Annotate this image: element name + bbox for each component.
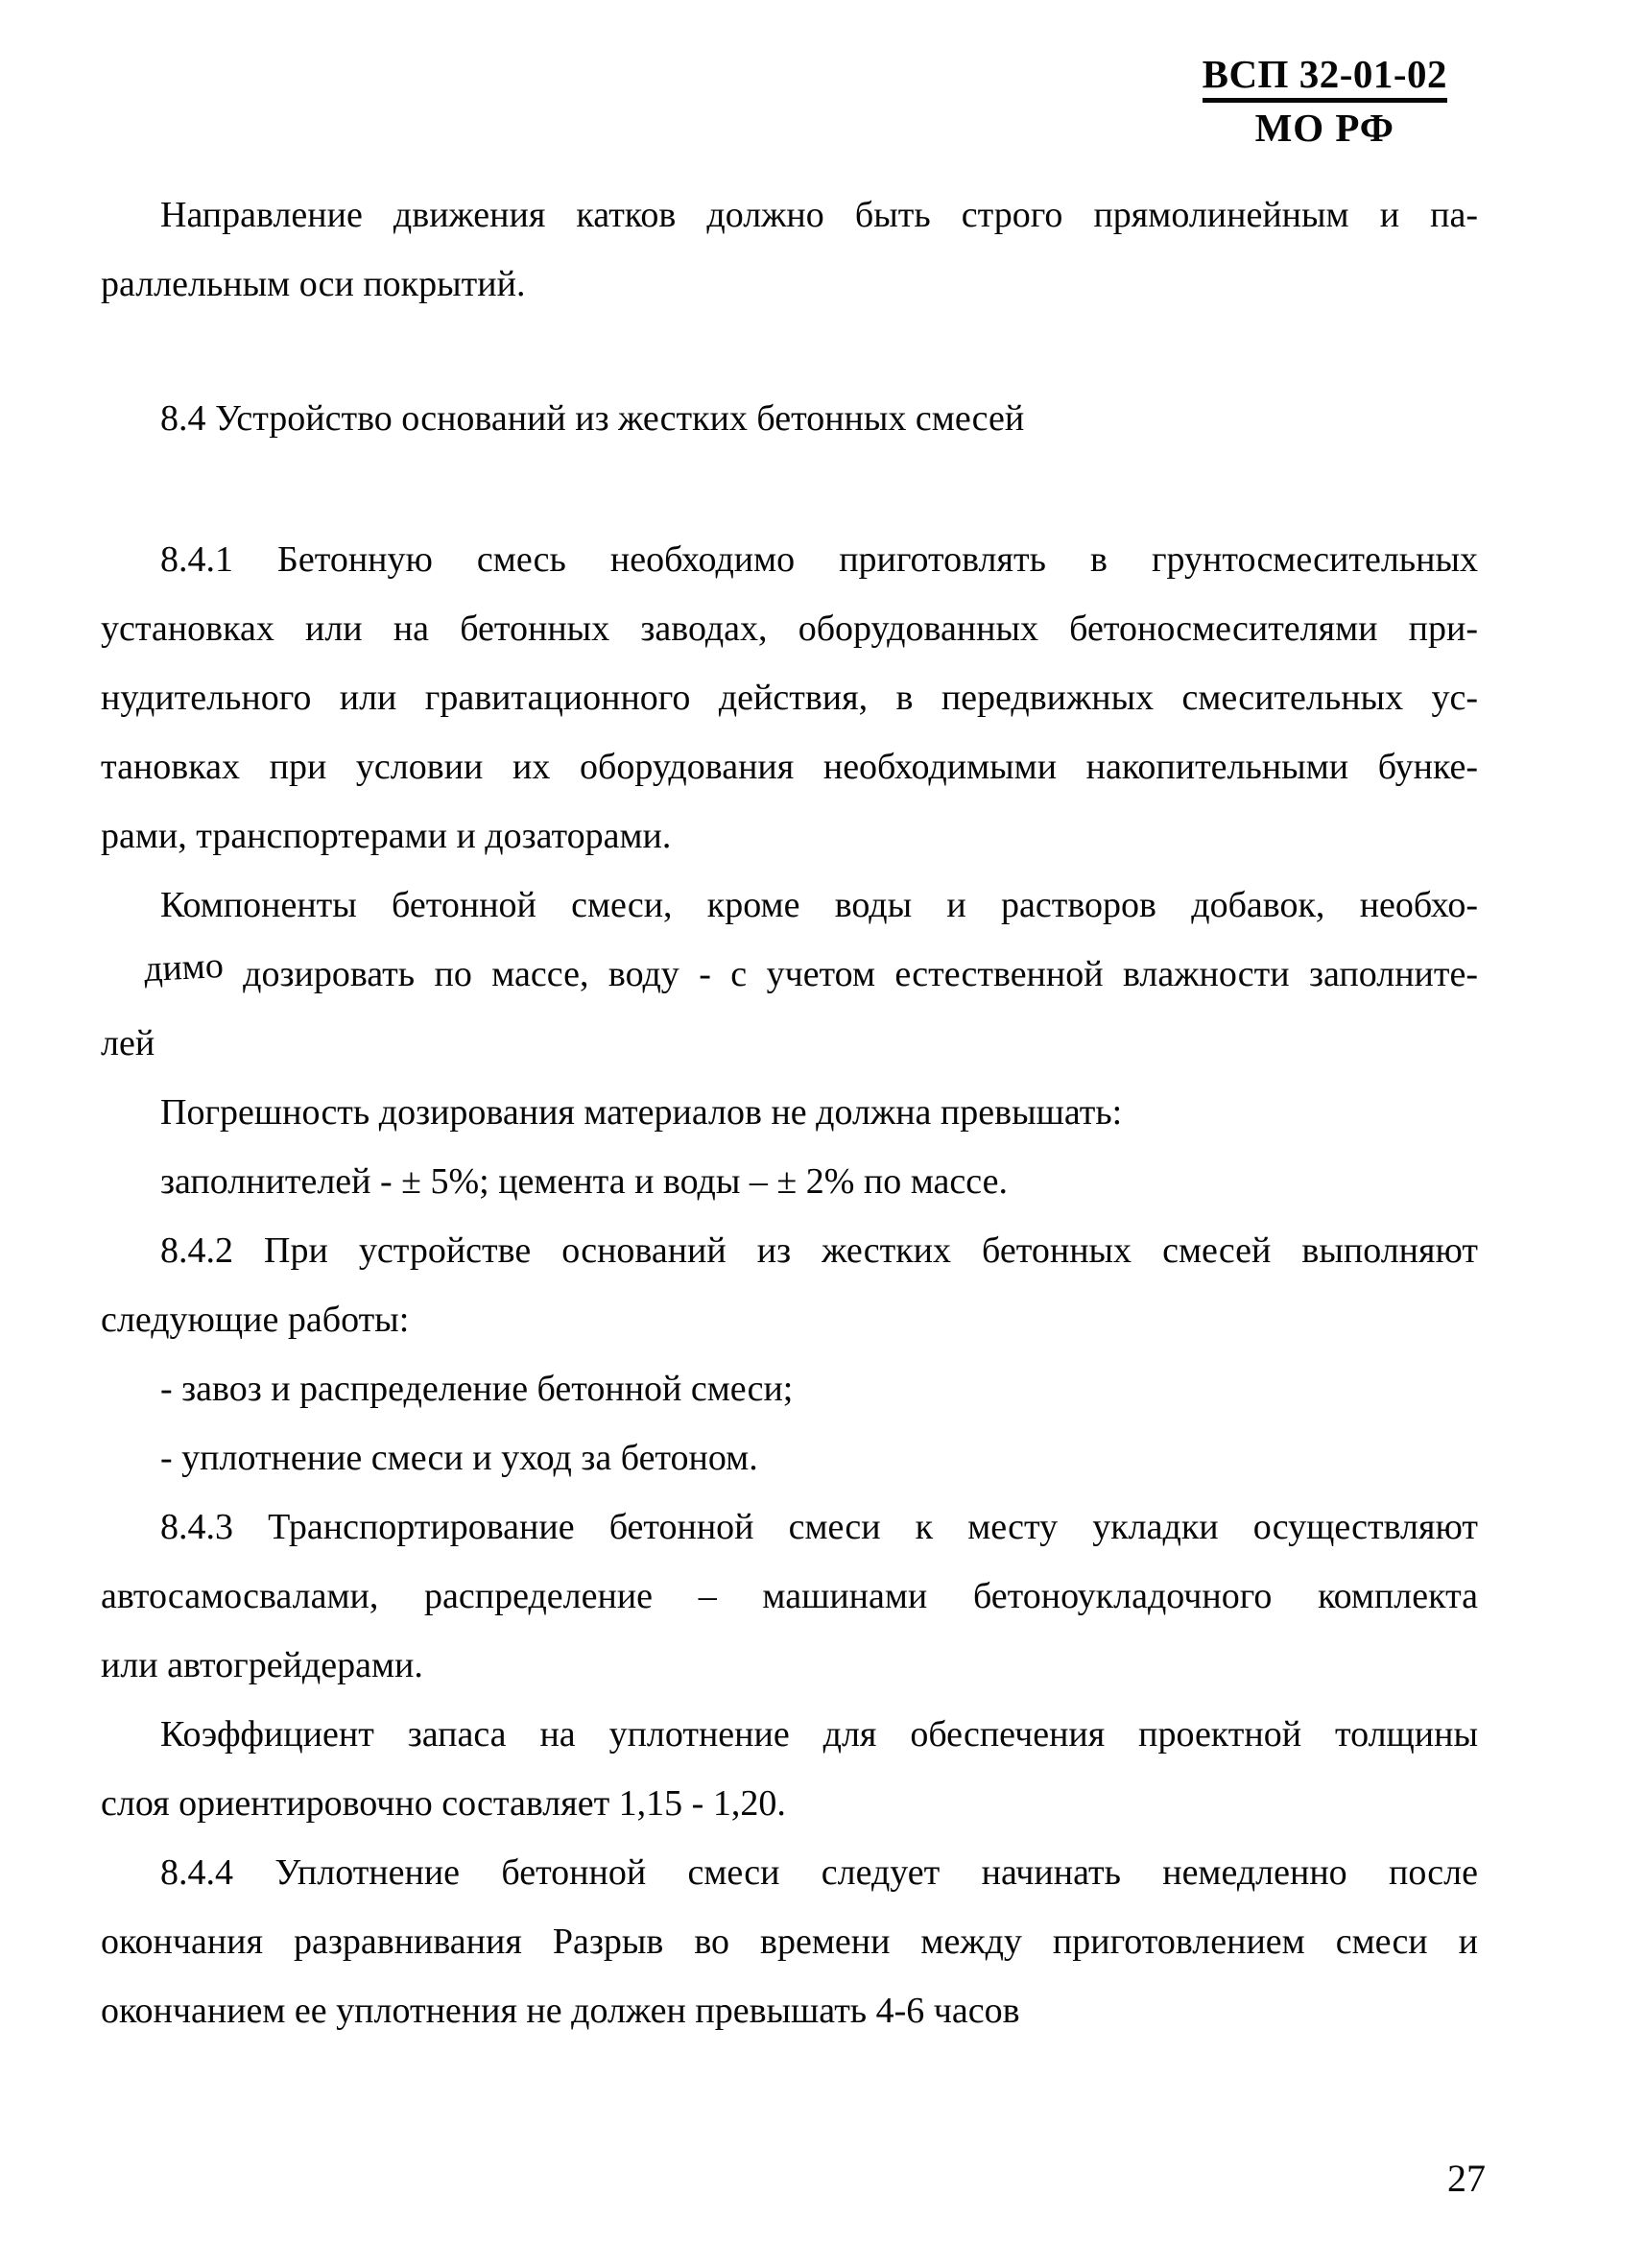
paragraph-line — [101, 940, 1478, 1009]
paragraph-line: окончания разравнивания Разрыв во времени между приготовлением смеси и — [101, 1922, 1478, 1962]
paragraph-line: заполнителей - ± 5%; цемента и воды – ± 2% по массе. — [160, 1161, 1008, 1202]
paragraph-line: установках или на бетонных заводах, оборудованных бетоносмесителями при- — [101, 609, 1478, 649]
document-header — [1203, 52, 1447, 151]
document-code-row — [1203, 52, 1447, 103]
document-code: ВСП 32-01-02 — [1203, 52, 1447, 103]
paragraph-line: 8.4.4 Уплотнение бетонной смеси следует начинать немедленно после — [160, 1852, 1478, 1893]
margin-word: димо — [142, 944, 225, 991]
paragraph-line: 8.4.1 Бетонную смесь необходимо приготовлять в грунтосмесительных — [160, 539, 1478, 580]
paragraph-line-text: дозировать по массе, воду - с учетом естественной влажности заполните- — [243, 954, 1478, 994]
paragraph-line: Коэффициент запаса на уплотнение для обеспечения проектной толщины — [160, 1714, 1478, 1755]
paragraph-line: лей — [101, 1023, 155, 1063]
paragraph-line: Компоненты бетонной смеси, кроме воды и растворов добавок, необхо- — [160, 885, 1478, 925]
paragraph-line: Направление движения катков должно быть строго прямолинейным и па- — [160, 195, 1478, 235]
paragraph-line: 8.4.2 При устройстве оснований из жестких бетонных смесей выполняют — [160, 1230, 1478, 1271]
paragraph-line: нудительного или гравитационного действия, в передвижных смесительных ус- — [101, 678, 1478, 718]
paragraph-line: 8.4.3 Транспортирование бетонной смеси к месту укладки осуществляют — [160, 1507, 1478, 1547]
document-ministry: МО РФ — [1254, 106, 1394, 151]
paragraph-line: рами, транспортерами и дозаторами. — [101, 816, 672, 856]
bullet-line: - уплотнение смеси и уход за бетоном. — [160, 1438, 758, 1478]
page-number: 27 — [1447, 2157, 1486, 2200]
paragraph-line: тановках при условии их оборудования необходимыми накопительными бунке- — [101, 747, 1478, 787]
paragraph-line: слоя ориентировочно составляет 1,15 - 1,20. — [101, 1783, 786, 1824]
paragraph-line: Погрешность дозирования материалов не должна превышать: — [160, 1092, 1123, 1133]
paragraph-line: окончанием ее уплотнения не должен превышать 4-6 часов — [101, 1991, 1020, 2031]
bullet-line: - завоз и распределение бетонной смеси; — [160, 1369, 794, 1409]
paragraph-line: раллельным оси покрытий. — [101, 264, 526, 304]
paragraph-line: или автогрейдерами. — [101, 1645, 423, 1685]
document-body — [101, 180, 1478, 2045]
paragraph-line: автосамосвалами, распределение – машинами бетоноукладочного комплекта — [101, 1576, 1478, 1616]
paragraph-line: следующие работы: — [101, 1300, 410, 1340]
section-heading: 8.4 Устройство оснований из жестких бетонных смесей — [160, 398, 1025, 439]
